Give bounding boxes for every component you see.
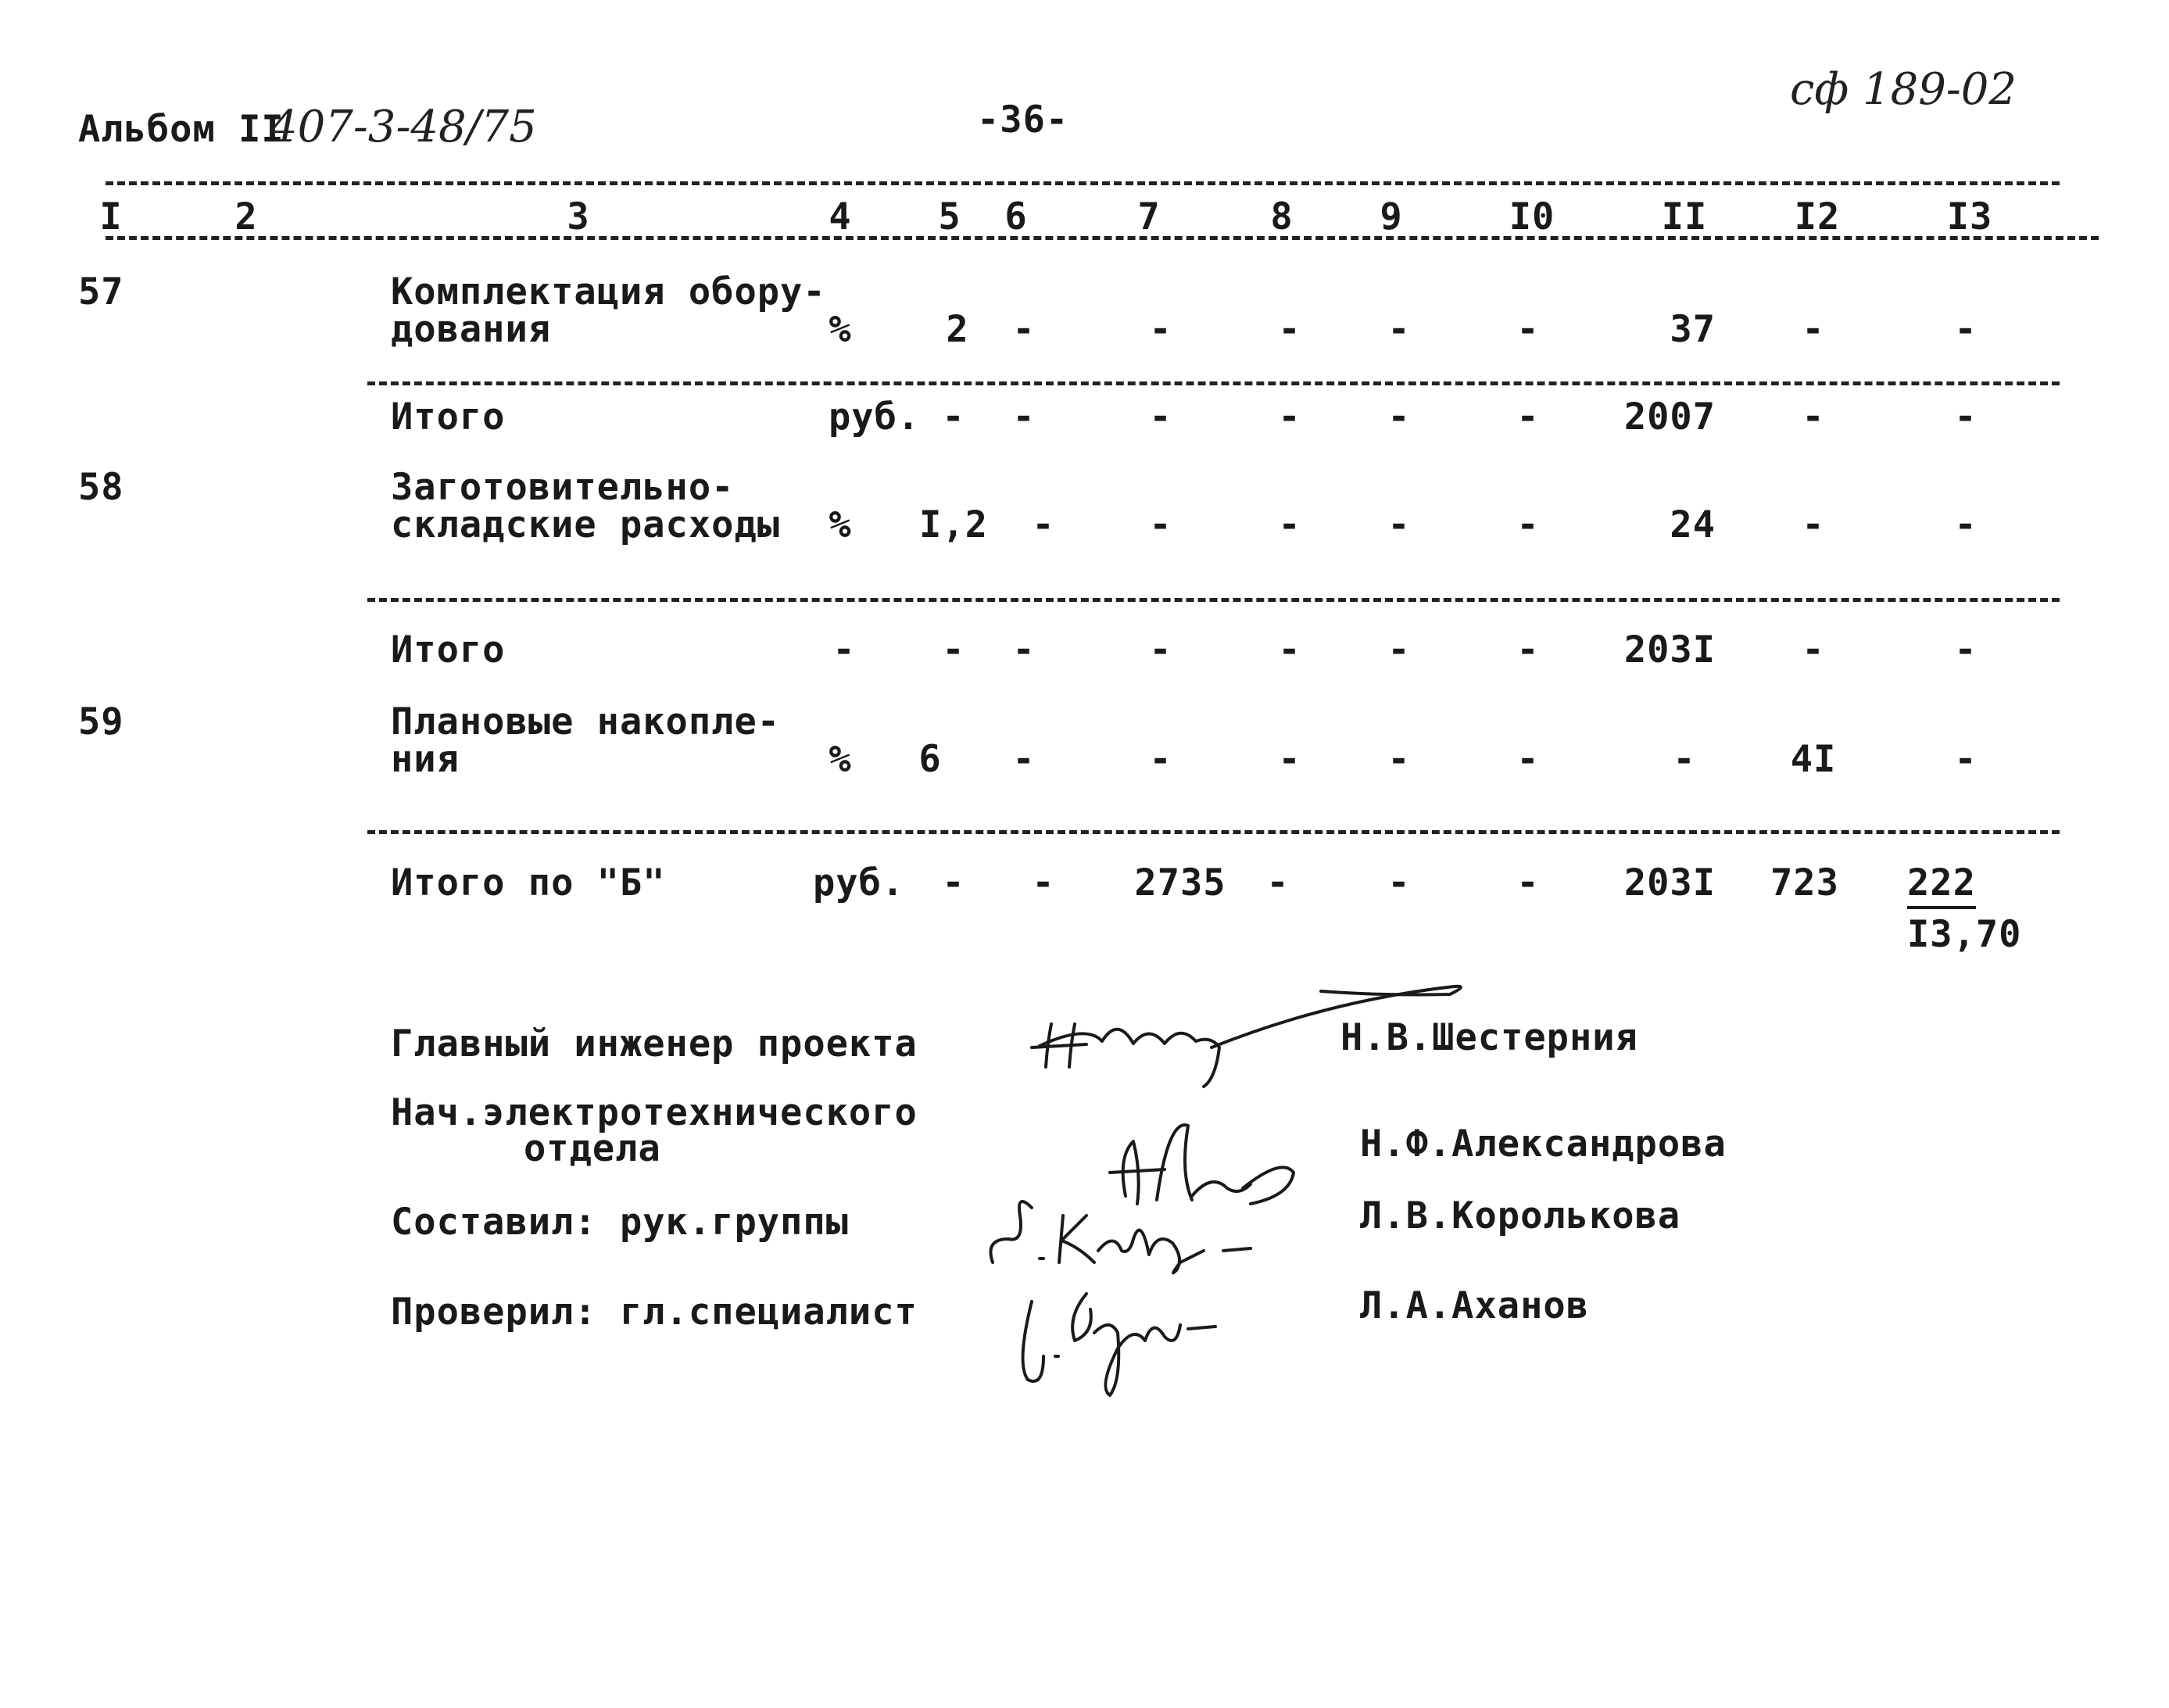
row-59-col7: - [1149,738,1172,781]
subtotal-1-label: Итого [391,396,506,439]
subtotal-1-col11: 2007 [1623,396,1716,439]
row-58-col6: - [1032,503,1055,546]
header-top-rule [106,181,2060,185]
col-header-6: 6 [1004,195,1028,238]
page-number: -36- [977,98,1069,141]
signature-name-3: Л.В.Королькова [1360,1194,1681,1237]
col-header-10: I0 [1509,195,1555,238]
total-b-col7: 2735 [1134,861,1226,904]
subtotal-rule-1 [367,381,2060,385]
stamp-number: сф 189-02 [1790,64,2017,115]
row-58-col11: 24 [1670,503,1716,546]
row-58-name-line1: Заготовительно- [391,466,735,509]
row-59-col12: 4I [1790,738,1837,781]
signature-name-4: Л.А.Аханов [1360,1284,1589,1327]
row-57-col12: - [1802,308,1825,351]
row-59-name-line1: Плановые накопле- [391,700,781,743]
total-b-unit: руб. [813,861,905,904]
row-59-unit: % [829,738,852,781]
col-header-3: 3 [567,195,590,238]
row-59-col5: 6 [918,738,942,781]
subtotal-2-unit: - [832,628,856,671]
subtotal-2-col5: - [942,628,965,671]
row-57-col7: - [1149,308,1172,351]
total-b-col8: - [1266,861,1290,904]
subtotal-1-col12: - [1802,396,1825,439]
row-57-col11: 37 [1670,308,1716,351]
subtotal-1-col8: - [1278,396,1301,439]
signature-role-4: Проверил: гл.специалист [391,1291,918,1334]
subtotal-1-col5: - [942,396,965,439]
subtotal-1-unit: руб. [829,396,921,439]
total-b-col11: 203I [1623,861,1716,904]
subtotal-2-col13: - [1954,628,1978,671]
row-59-name-line2: ния [391,738,460,781]
subtotal-rule-3 [367,830,2060,834]
subtotal-2-col9: - [1387,628,1411,671]
total-b-col12: 723 [1770,861,1839,904]
col-header-12: I2 [1794,195,1841,238]
album-prefix: Альбом II [78,108,285,151]
row-58-col9: - [1387,503,1411,546]
subtotal-rule-2 [367,598,2060,602]
total-b-col10: - [1516,861,1540,904]
handwritten-signature-4 [1000,1270,1235,1403]
total-b-col5: - [942,861,965,904]
subtotal-2-col10: - [1516,628,1540,671]
col-header-11: II [1661,195,1708,238]
total-b-col13-numerator: 222 [1907,865,1976,909]
row-59-col11: - [1673,738,1696,781]
row-59-col8: - [1278,738,1301,781]
subtotal-2-col12: - [1802,628,1825,671]
row-59-col10: - [1516,738,1540,781]
signature-role-2-line2: отдела [524,1127,661,1170]
signature-role-2-line1: Нач.электротехнического [391,1091,918,1134]
row-57-unit: % [829,308,852,351]
col-header-1: I [99,195,123,238]
signature-role-3: Составил: рук.группы [391,1201,849,1244]
row-58-col12: - [1802,503,1825,546]
row-59-col6: - [1012,738,1036,781]
handwritten-signature-1 [1016,969,1485,1094]
row-59-col9: - [1387,738,1411,781]
subtotal-1-col7: - [1149,396,1172,439]
row-57-col10: - [1516,308,1540,351]
row-58-unit: % [829,503,852,546]
total-b-col9: - [1387,861,1411,904]
row-58-col13: - [1954,503,1978,546]
row-57-col8: - [1278,308,1301,351]
subtotal-2-col8: - [1278,628,1301,671]
row-58-col7: - [1149,503,1172,546]
subtotal-1-col13: - [1954,396,1978,439]
col-header-7: 7 [1137,195,1161,238]
subtotal-1-col9: - [1387,396,1411,439]
row-57-name-line1: Комплектация обору- [391,270,826,313]
col-header-8: 8 [1270,195,1294,238]
subtotal-1-col6: - [1012,396,1036,439]
subtotal-2-col6: - [1012,628,1036,671]
row-59-col13: - [1954,738,1978,781]
row-57-col9: - [1387,308,1411,351]
row-57-name-line2: дования [391,308,552,351]
row-57-col13: - [1954,308,1978,351]
row-57-col5: 2 [946,308,969,351]
total-b-col13-denominator: I3,70 [1907,913,2022,956]
row-57-number: 57 [78,270,124,313]
handwritten-signature-3 [969,1184,1274,1278]
subtotal-1-col10: - [1516,396,1540,439]
row-59-number: 59 [78,700,124,743]
row-58-col10: - [1516,503,1540,546]
signature-name-1: Н.В.Шестерния [1340,1016,1638,1059]
row-58-col5: I,2 [919,503,988,546]
row-57-col6: - [1012,308,1036,351]
col-header-13: I3 [1946,195,1993,238]
col-header-5: 5 [938,195,961,238]
signature-name-2: Н.Ф.Александрова [1360,1123,1727,1166]
total-b-label: Итого по "Б" [391,861,666,904]
row-58-number: 58 [78,466,124,509]
row-58-col8: - [1278,503,1301,546]
row-58-name-line2: складские расходы [391,503,781,546]
total-b-col6: - [1032,861,1055,904]
album-code: 407-3-48/75 [270,102,537,152]
subtotal-2-col11: 203I [1623,628,1716,671]
col-header-2: 2 [234,195,258,238]
signature-role-1: Главный инженер проекта [391,1022,918,1065]
col-header-4: 4 [829,195,852,238]
subtotal-2-col7: - [1149,628,1172,671]
subtotal-2-label: Итого [391,628,506,671]
col-header-9: 9 [1380,195,1403,238]
